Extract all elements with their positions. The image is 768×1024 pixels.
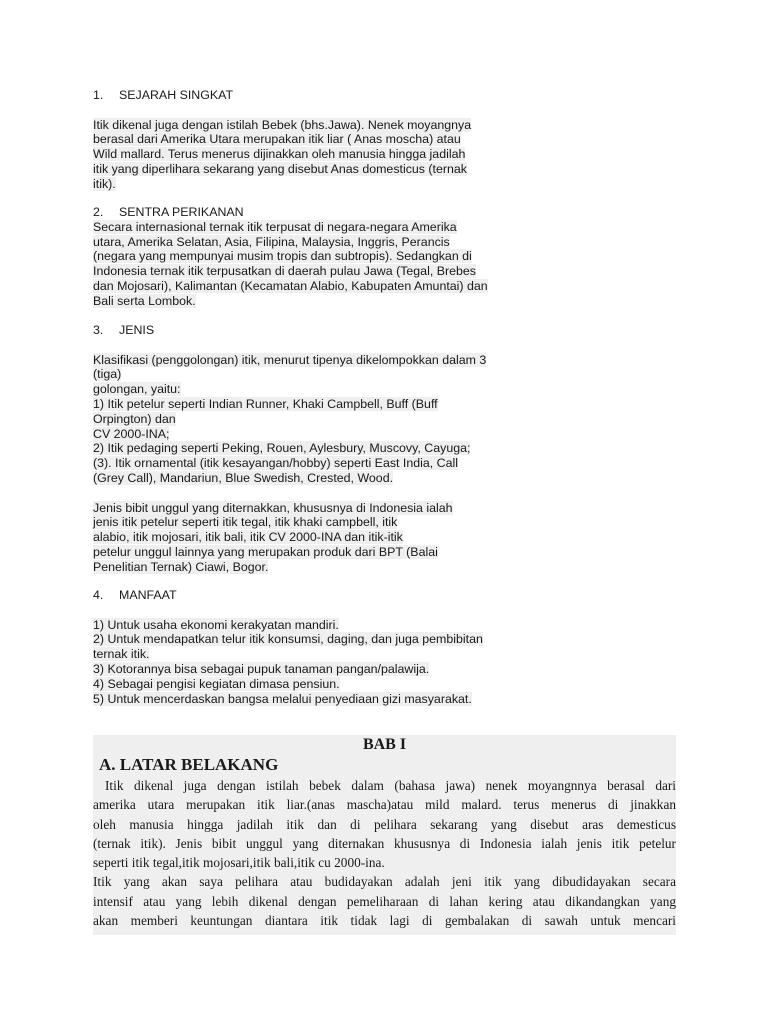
section-manfaat bbox=[93, 588, 533, 706]
section-heading: 4. MANFAAT bbox=[93, 588, 177, 602]
list-item: 1) Untuk usaha ekonomi kerakyatan mandiri. bbox=[93, 617, 339, 632]
list-item: 5) Untuk mencerdaskan bangsa melalui penyediaan gizi masyarakat. bbox=[93, 691, 472, 706]
list-item: 2) Untuk mendapatkan telur itik konsumsi, daging, dan juga pembibitan bbox=[93, 632, 483, 647]
paragraph-line: Orpington) dan bbox=[93, 411, 176, 426]
paragraph-line: jenis itik petelur seperti itik tegal, itik khaki campbell, itik bbox=[93, 515, 398, 530]
paragraph-line: Itik yang akan saya pelihara atau budidayakan adalah jeni itik yang dibudidayakan secara bbox=[93, 874, 676, 890]
paragraph-line: berasal dari Amerika Utara merupakan itik liar ( Anas moscha) atau bbox=[93, 132, 461, 147]
paragraph-line: Secara internasional ternak itik terpusat di negara-negara Amerika bbox=[93, 219, 457, 234]
chapter-title: BAB I bbox=[362, 736, 407, 753]
paragraph-line: seperti itik tegal,itik mojosari,itik bali,itik cu 2000-ina. bbox=[93, 855, 385, 871]
list-item: 4) Sebagai pengisi kegiatan dimasa pensiun. bbox=[93, 676, 340, 691]
bab-paragraph bbox=[93, 776, 676, 930]
paragraph-line: akan memberi keuntungan diantara itik tidak lagi di gembalakan di sawah untuk mencari bbox=[93, 913, 676, 929]
paragraph-line: dan Mojosari), Kalimantan (Kecamatan Alabio, Kabupaten Amuntai) dan bbox=[93, 278, 488, 293]
paragraph-line: itik yang diperlihara sekarang yang disebut Anas domesticus (ternak bbox=[93, 161, 467, 176]
section-heading: 3. JENIS bbox=[93, 323, 155, 337]
paragraph-line: (Grey Call), Mandariun, Blue Swedish, Crested, Wood. bbox=[93, 470, 394, 485]
paragraph-line: itik). bbox=[93, 176, 116, 191]
paragraph-line: alabio, itik mojosari, itik bali, itik CV 2000-INA dan itik-itik bbox=[93, 530, 403, 545]
paragraph-line: CV 2000-INA; bbox=[93, 426, 170, 441]
paragraph-line: (tiga) bbox=[93, 367, 122, 382]
section-heading: 2. SENTRA PERIKANAN bbox=[93, 205, 244, 219]
paragraph-line: (negara yang mempunyai musim tropis dan subtropis). Sedangkan di bbox=[93, 249, 472, 264]
paragraph-line: Wild mallard. Terus menerus dijinakkan oleh manusia hingga jadilah bbox=[93, 147, 466, 162]
paragraph-line: Jenis bibit unggul yang diternakkan, khususnya di Indonesia ialah bbox=[93, 500, 453, 515]
section-sentra bbox=[93, 205, 533, 309]
paragraph-line: (3). Itik ornamental (itik kesayangan/hobby) seperti East India, Call bbox=[93, 456, 459, 471]
paragraph-line: (ternak itik). Jenis bibit unggul yang diternakan khususnya di Indonesia ialah jenis itik petelur bbox=[93, 835, 676, 851]
paragraph-line: Bali serta Lombok. bbox=[93, 293, 196, 308]
paragraph-line: oleh manusia hingga jadilah itik dan di pelihara sekarang yang disebut aras demesticus bbox=[93, 816, 676, 832]
paragraph-line: Klasifikasi (penggolongan) itik, menurut tipenya dikelompokkan dalam 3 bbox=[93, 352, 487, 367]
paragraph-line: intensif atau yang lebih dikenal dengan pemeliharaan di lahan kering atau dikandangkan yang bbox=[93, 893, 676, 909]
paragraph-line: 2) Itik pedaging seperti Peking, Rouen, Aylesbury, Muscovy, Cayuga; bbox=[93, 441, 471, 456]
list-item: ternak itik. bbox=[93, 647, 150, 662]
paragraph-line: Penelitian Ternak) Ciawi, Bogor. bbox=[93, 559, 269, 574]
list-item: 3) Kotorannya bisa sebagai pupuk tanaman pangan/palawija. bbox=[93, 661, 430, 676]
section-title: A. LATAR BELAKANG bbox=[99, 755, 279, 774]
section-sejarah bbox=[93, 88, 533, 192]
paragraph-line: Indonesia ternak itik terpusatkan di daerah pulau Jawa (Tegal, Brebes bbox=[93, 264, 476, 279]
section-heading: 1. SEJARAH SINGKAT bbox=[93, 88, 234, 102]
paragraph-line: Itik dikenal juga dengan istilah Bebek (bhs.Jawa). Nenek moyangnya bbox=[93, 117, 472, 132]
paragraph-line: golongan, yaitu: bbox=[93, 382, 181, 397]
paragraph-line: utara, Amerika Selatan, Asia, Filipina, Malaysia, Inggris, Perancis bbox=[93, 234, 450, 249]
paragraph-line: Itik dikenal juga dengan istilah bebek dalam (bahasa jawa) nenek moyangnnya berasal dari bbox=[105, 778, 676, 793]
paragraph-line: 1) Itik petelur seperti Indian Runner, Khaki Campbell, Buff (Buff bbox=[93, 396, 438, 411]
section-jenis bbox=[93, 323, 533, 575]
paragraph-line: amerika utara merupakan itik liar.(anas mascha)atau mild malard. terus menerus di jinakkan bbox=[93, 797, 676, 813]
paragraph-line: petelur unggul lainnya yang merupakan produk dari BPT (Balai bbox=[93, 544, 438, 559]
